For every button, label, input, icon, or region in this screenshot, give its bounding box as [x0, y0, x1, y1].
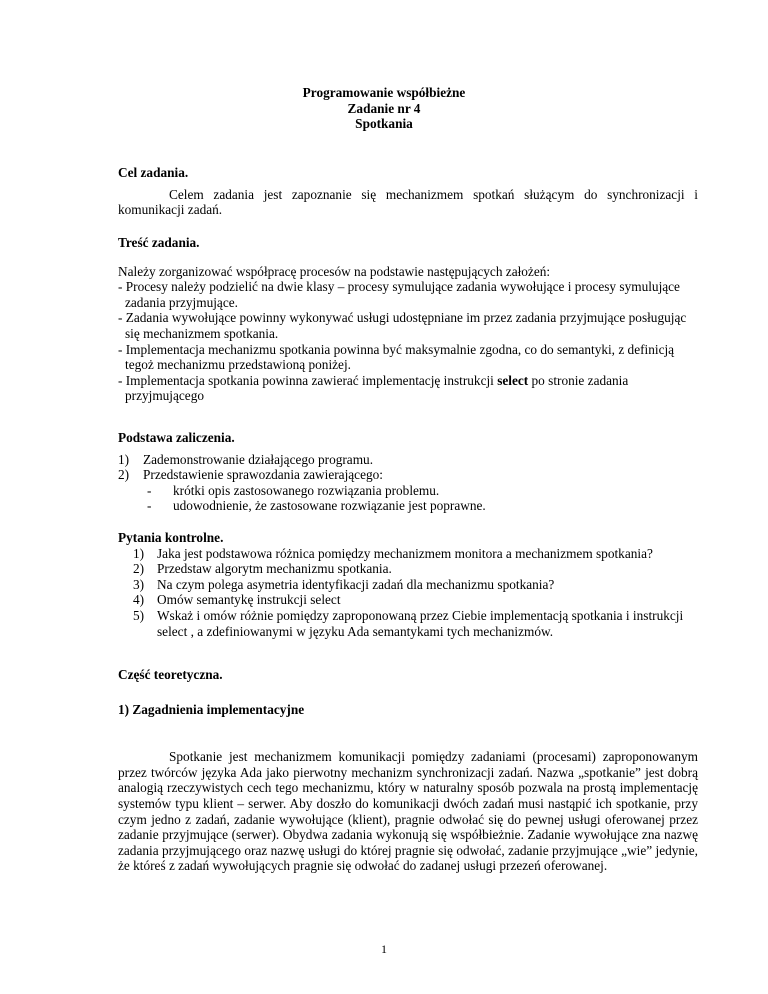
- theory-subheading: 1) Zagadnienia implementacyjne: [118, 701, 305, 717]
- question-item: 1) Jaka jest podstawowa różnica pomiędzy mechanizmem monitora a mechanizmem spotkania?: [133, 545, 653, 561]
- goal-heading: Cel zadania.: [118, 165, 189, 180]
- task-number: Zadanie nr 4: [347, 100, 421, 116]
- select-keyword: select: [497, 372, 529, 388]
- page-number: 1: [381, 942, 387, 956]
- question-item: 2) Przedstaw algorytm mechanizmu spotkania.: [133, 561, 392, 577]
- grading-section: [118, 430, 698, 514]
- content-item: - Procesy należy podzielić na dwie klasy – procesy symulujące zadania wywołujące i procesy symulujące zadania przyjmujące.: [118, 279, 680, 310]
- content-item-select: - Implementacja spotkania powinna zawierać implementację instrukcji select po stronie zadania przyjmującego: [118, 372, 629, 404]
- course-title: Programowanie współbieżne: [302, 85, 466, 100]
- question-item: 4) Omów semantykę instrukcji select: [133, 592, 341, 608]
- content-intro: Należy zorganizować współpracę procesów na podstawie następujących założeń:: [118, 263, 551, 279]
- grading-item: 2) Przedstawienie sprawozdania zawierającego:: [118, 467, 383, 483]
- questions-section: [118, 530, 698, 639]
- questions-heading: Pytania kontrolne.: [118, 530, 224, 545]
- grading-subitem: - krótki opis zastosowanego rozwiązania problemu.: [147, 482, 440, 498]
- content-heading: Treść zadania.: [118, 235, 200, 250]
- grading-item: 1) Zademonstrowanie działającego programu.: [118, 451, 374, 467]
- grading-heading: Podstawa zaliczenia.: [118, 430, 235, 445]
- content-section: [118, 235, 698, 404]
- question-item: 3) Na czym polega asymetria identyfikacji zadań dla mechanizmu spotkania?: [133, 576, 555, 592]
- goal-text: Celem zadania jest zapoznanie się mechanizmem spotkań służącym do synchronizacji i komunikacji zadań.: [118, 186, 698, 218]
- question-item: 5) Wskaż i omów różnie pomiędzy zaproponowaną przez Ciebie implementacją spotkania i instrukcji select , a zdefiniowanymi w języku Ada semantykami tych mechanizmów.: [133, 607, 684, 639]
- content-item: - Implementacja mechanizmu spotkania powinna być maksymalnie zgodna, co do semantyki, z definicją tegoż mechanizmu przedstawioną poniżej.: [118, 341, 675, 373]
- goal-section: [118, 165, 698, 218]
- theory-paragraph: Spotkanie jest mechanizmem komunikacji pomiędzy zadaniami (procesami) zaproponowanym przez twórców języka Ada jako pierwotny mechanizm synchronizacji zadań. Nazwa „spotkanie” jest dobrą analogią rzeczywistych cech tego mechanizmu, który w naturalny sposób pozwala na prostą implementację systemów typu klient – serwer. Aby doszło do komunikacji dwóch zadań musi nastąpić ich spotkanie, przy czym jedno z zadań, zadanie wywołujące (klient), pragnie odwołać się do pewnej usługi oferowanej przez zadanie przyjmujące (serwer). Obydwa zadania wykonują się współbieżnie. Zadanie wywołujące zna nazwę zadania przyjmującego oraz nazwę usługi do której pragnie się odwołać, zadanie przyjmujące „wie” jedynie, że któreś z zadań wywołujących pragnie się odwołać do zadanej usługi przezeń oferowanej.: [118, 749, 698, 874]
- document-title: [0, 85, 768, 132]
- theory-section: [118, 667, 698, 874]
- content-item: - Zadania wywołujące powinny wykonywać usługi udostępniane im przez zadania przyjmujące posługując się mechanizmem spotkania.: [118, 310, 687, 341]
- grading-subitem: - udowodnienie, że zastosowane rozwiązanie jest poprawne.: [147, 498, 486, 514]
- task-topic: Spotkania: [355, 116, 413, 132]
- theory-heading: Część teoretyczna.: [118, 667, 223, 682]
